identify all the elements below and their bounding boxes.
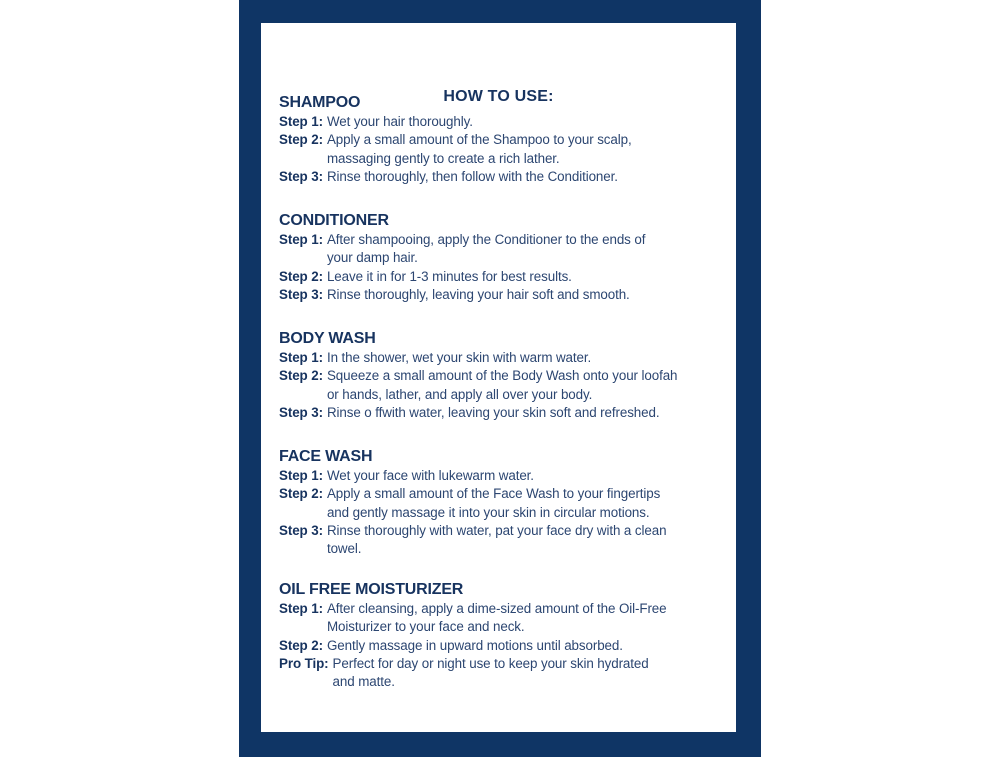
- step-text-line: your damp hair.: [326, 250, 418, 266]
- section-face-wash: [279, 447, 729, 558]
- section-shampoo: [279, 93, 729, 186]
- step-text: [327, 231, 729, 268]
- step-text-line: towel.: [326, 541, 362, 557]
- step-text: [327, 113, 729, 131]
- step-item: [279, 367, 729, 404]
- step-text: [327, 404, 729, 422]
- step-label: Pro Tip:: [279, 655, 329, 671]
- step-text: [327, 367, 729, 404]
- step-text-line: In the shower, wet your skin with warm water.: [326, 350, 592, 365]
- step-text-line: Rinse o ffwith water, leaving your skin soft and refreshed.: [326, 404, 660, 420]
- step-item: [279, 231, 729, 268]
- section-heading: CONDITIONER: [279, 212, 389, 229]
- step-text-line: or hands, lather, and apply all over your body.: [326, 386, 593, 402]
- step-item: [279, 467, 729, 485]
- step-item: [279, 655, 729, 692]
- step-text-line: Rinse thoroughly with water, pat your face dry with a clean: [326, 522, 667, 538]
- step-text-line: Perfect for day or night use to keep your skin hydrated: [332, 655, 649, 671]
- step-label: Step 3:: [279, 168, 323, 184]
- step-label: Step 1:: [279, 232, 323, 247]
- step-text: [327, 600, 729, 637]
- step-text-line: and matte.: [332, 674, 395, 690]
- step-label: Step 2:: [279, 486, 323, 502]
- step-text-line: Squeeze a small amount of the Body Wash onto your loofah: [326, 368, 678, 384]
- instruction-card: [239, 0, 761, 757]
- step-text-line: Gently massage in upward motions until absorbed.: [326, 637, 623, 653]
- step-text-line: and gently massage it into your skin in circular motions.: [326, 504, 650, 520]
- step-text-line: Wet your hair thoroughly.: [326, 114, 473, 129]
- step-item: [279, 113, 729, 131]
- step-text-line: After shampooing, apply the Conditioner to the ends of: [326, 232, 646, 247]
- step-label: Step 2:: [279, 637, 323, 653]
- section-conditioner: [279, 211, 729, 304]
- step-label: Step 2:: [279, 268, 323, 284]
- step-text-line: Rinse thoroughly, leaving your hair soft and smooth.: [326, 286, 630, 302]
- section-heading: OIL FREE MOISTURIZER: [279, 581, 464, 598]
- step-text: [327, 637, 729, 655]
- step-item: [279, 168, 729, 186]
- step-item: [279, 600, 729, 637]
- step-item: [279, 485, 729, 522]
- section-heading: SHAMPOO: [279, 94, 361, 111]
- step-text-line: Apply a small amount of the Face Wash to your fingertips: [326, 486, 661, 502]
- step-text: [327, 522, 729, 559]
- step-label: Step 3:: [279, 286, 323, 302]
- step-text: [327, 268, 729, 286]
- step-label: Step 1:: [279, 114, 323, 129]
- step-item: [279, 522, 729, 559]
- step-text-line: Leave it in for 1-3 minutes for best results.: [326, 268, 572, 284]
- step-label: Step 1:: [279, 468, 323, 483]
- step-label: Step 2:: [279, 368, 323, 384]
- step-text-line: Moisturizer to your face and neck.: [326, 619, 525, 635]
- step-text-line: Rinse thoroughly, then follow with the Conditioner.: [326, 168, 618, 184]
- step-text: [327, 467, 729, 485]
- step-text-line: Wet your face with lukewarm water.: [326, 468, 534, 483]
- step-text-line: After cleansing, apply a dime-sized amount of the Oil-Free: [326, 601, 667, 616]
- section-oil-free-moisturizer: [279, 580, 729, 691]
- step-text: [327, 168, 729, 186]
- step-text: [327, 286, 729, 304]
- step-item: [279, 286, 729, 304]
- step-text-line: massaging gently to create a rich lather.: [326, 150, 560, 166]
- step-item: [279, 131, 729, 168]
- step-label: Step 3:: [279, 522, 323, 538]
- section-heading: FACE WASH: [279, 448, 373, 465]
- page-title: HOW TO USE:: [443, 88, 554, 105]
- step-item: [279, 637, 729, 655]
- step-text: [333, 655, 729, 692]
- step-text-line: Apply a small amount of the Shampoo to your scalp,: [326, 132, 632, 148]
- section-heading: BODY WASH: [279, 330, 376, 347]
- step-label: Step 3:: [279, 404, 323, 420]
- step-label: Step 2:: [279, 132, 323, 148]
- step-item: [279, 268, 729, 286]
- step-text: [327, 349, 729, 367]
- step-label: Step 1:: [279, 601, 323, 616]
- section-body-wash: [279, 329, 729, 422]
- step-item: [279, 349, 729, 367]
- instruction-panel: [261, 23, 736, 732]
- step-label: Step 1:: [279, 350, 323, 365]
- step-item: [279, 404, 729, 422]
- step-text: [327, 131, 729, 168]
- step-text: [327, 485, 729, 522]
